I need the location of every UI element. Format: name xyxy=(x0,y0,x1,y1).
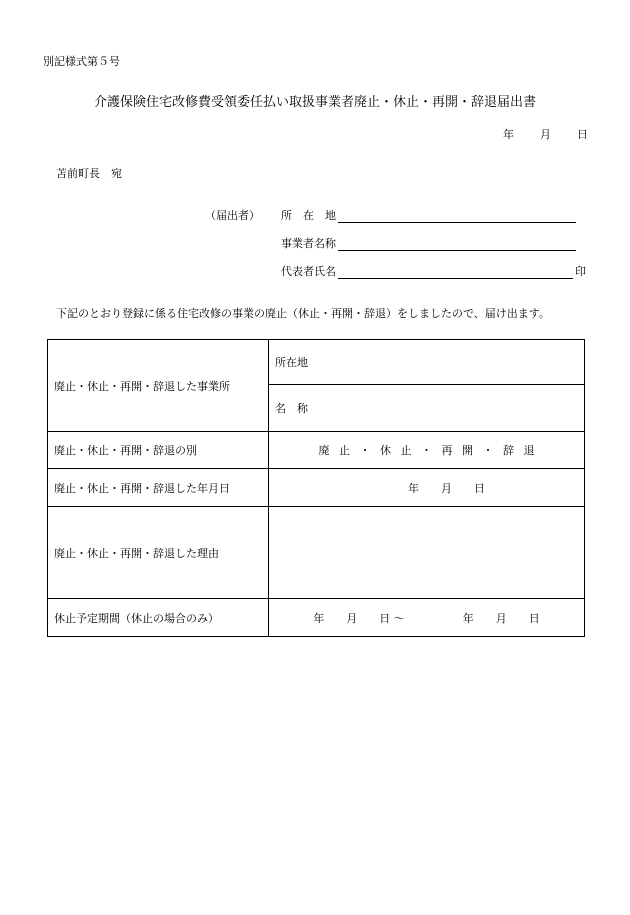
representative-label: 代表者氏名 xyxy=(281,265,336,278)
business-name-line[interactable] xyxy=(338,238,576,251)
table-row xyxy=(48,340,585,385)
document-title: 介護保険住宅改修費受領委任払い取扱事業者廃止・休止・再開・辞退届出書 xyxy=(93,95,536,110)
office-label: 廃止・休止・再開・辞退した事業所 xyxy=(48,340,269,432)
form-number: 別記様式第５号 xyxy=(43,55,120,68)
submission-date xyxy=(503,126,588,142)
date-day-label: 日 xyxy=(577,128,588,141)
period-end-year: 年 xyxy=(462,611,474,625)
table-row xyxy=(48,432,585,469)
date-label: 廃止・休止・再開・辞退した年月日 xyxy=(48,469,269,507)
address-field[interactable] xyxy=(281,207,576,223)
table-row xyxy=(48,469,585,507)
table-date-day: 日 xyxy=(474,481,485,495)
table-row xyxy=(48,599,585,637)
body-text: 下記のとおり登録に係る住宅改修の事業の廃止（休止・再開・辞退）をしましたので、届け出ます。 xyxy=(56,307,550,320)
location-cell[interactable] xyxy=(269,340,585,385)
representative-line[interactable] xyxy=(338,266,573,279)
reason-cell[interactable] xyxy=(269,507,585,599)
period-start-month: 月 xyxy=(346,611,358,625)
period-end-day: 日 xyxy=(528,611,540,625)
date-year-label: 年 xyxy=(503,128,514,141)
table-date-year: 年 xyxy=(408,481,419,495)
seal-mark: 印 xyxy=(575,265,586,278)
table-row xyxy=(48,507,585,599)
table-date-month: 月 xyxy=(441,481,452,495)
period-start-day: 日 ～ xyxy=(379,611,405,625)
name-label: 名 称 xyxy=(275,402,308,415)
period-start-year: 年 xyxy=(313,611,325,625)
reason-label: 廃止・休止・再開・辞退した理由 xyxy=(48,507,269,599)
name-cell[interactable] xyxy=(269,385,585,432)
business-name-label: 事業者名称 xyxy=(281,237,336,250)
address-line[interactable] xyxy=(338,210,576,223)
notifier-label: （届出者） xyxy=(205,209,260,222)
addressee: 苫前町長 宛 xyxy=(56,167,122,180)
period-label: 休止予定期間（休止の場合のみ） xyxy=(48,599,269,637)
location-label: 所在地 xyxy=(275,356,308,369)
date-cell[interactable] xyxy=(269,469,585,507)
representative-field[interactable] xyxy=(281,263,586,279)
notification-table xyxy=(47,339,585,637)
business-name-field[interactable] xyxy=(281,235,576,251)
address-label: 所 在 地 xyxy=(281,209,336,222)
period-cell[interactable] xyxy=(269,599,585,637)
type-label: 廃止・休止・再開・辞退の別 xyxy=(48,432,269,469)
period-end-month: 月 xyxy=(495,611,507,625)
date-month-label: 月 xyxy=(540,128,551,141)
type-options[interactable]: 廃 止 ・ 休 止 ・ 再 開 ・ 辞 退 xyxy=(269,432,585,469)
